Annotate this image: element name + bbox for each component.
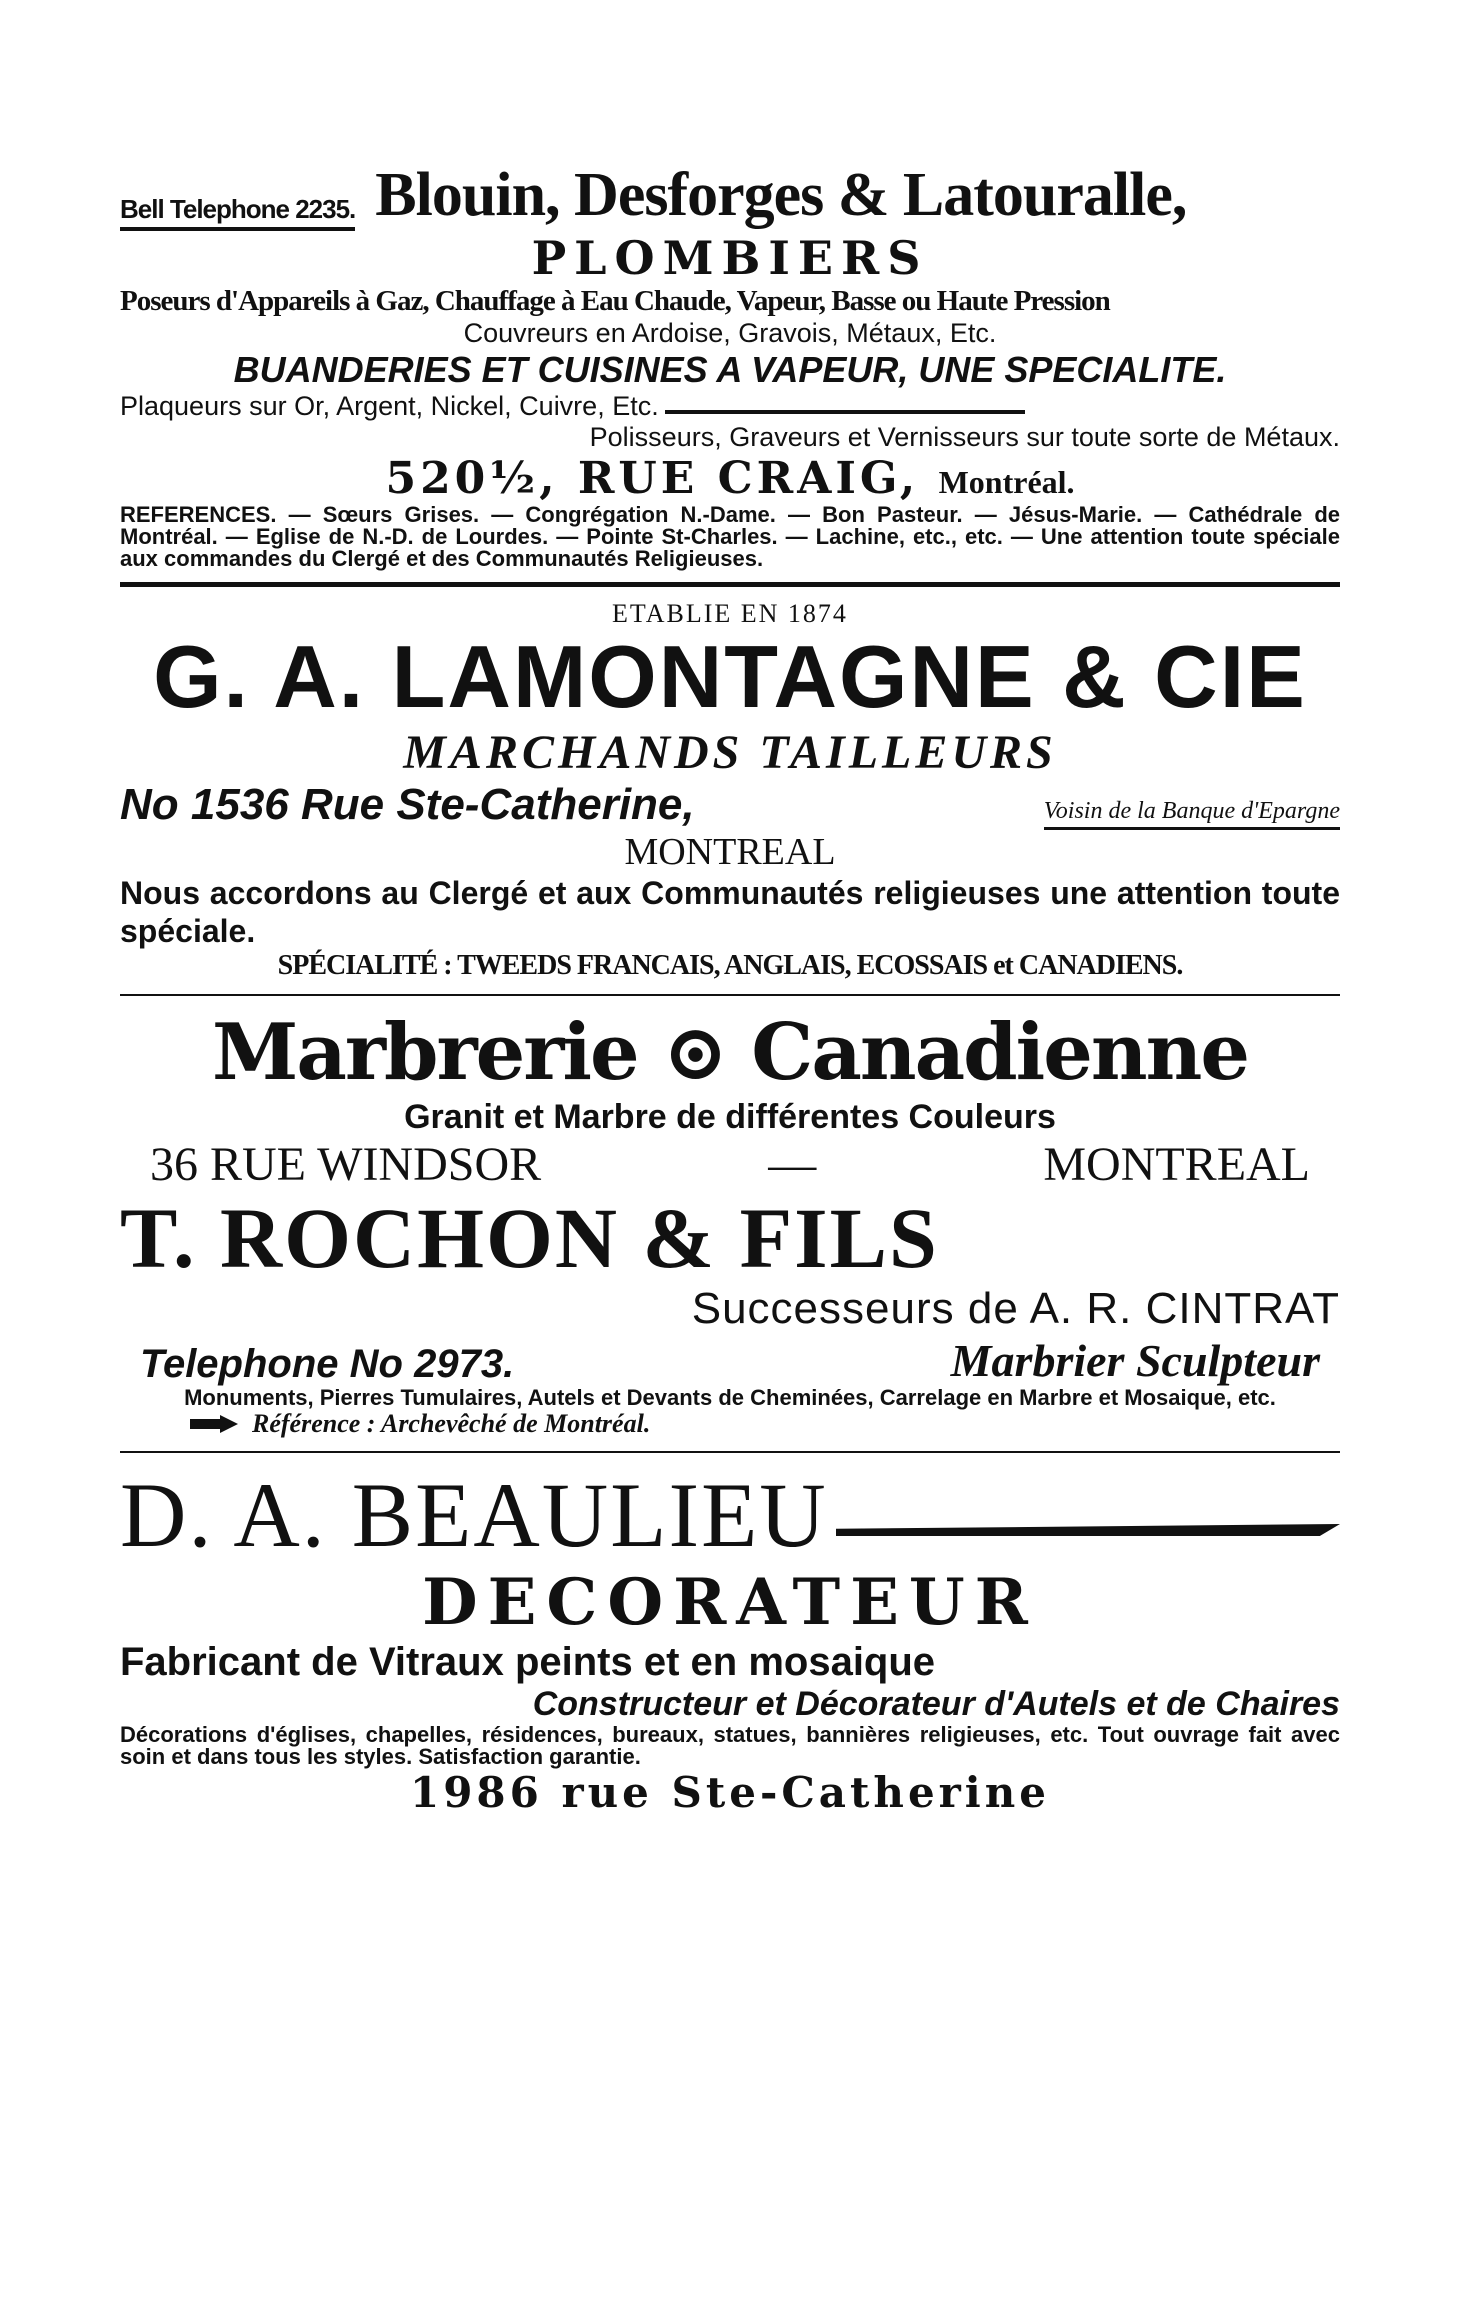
ad-lamontagne [120, 599, 1340, 982]
ad3-reference-text: Référence : Archevêché de Montréal. [252, 1409, 651, 1438]
ad3-city: MONTREAL [1043, 1138, 1310, 1191]
ad4-trade: DECORATEUR [422, 1565, 1038, 1640]
ad3-business-name: Marbrerie ⊙ Canadienne [212, 1007, 1248, 1098]
ad3-address-row [120, 1137, 1340, 1192]
ad1-line4-rule [665, 410, 1025, 414]
divider [120, 1451, 1340, 1453]
pointing-hand-icon [190, 1415, 238, 1433]
ad3-dash: — [768, 1138, 817, 1191]
ad2-firm-name: G. A. LAMONTAGNE & CIE [153, 627, 1307, 726]
ad1-street: 520½, RUE CRAIG, [385, 453, 920, 504]
ad4-address: 1986 rue Ste-Catherine [409, 1768, 1051, 1817]
ad2-address-row [120, 780, 1340, 830]
ad1-header [120, 160, 1340, 231]
ad4-line2: Constructeur et Décorateur d'Autels et de Chaires [532, 1685, 1340, 1723]
ad3-subtitle: Granit et Marbre de différentes Couleurs [404, 1098, 1056, 1136]
ad1-line1: Poseurs d'Appareils à Gaz, Chauffage à Eau Chaude, Vapeur, Basse ou Haute Pression [120, 285, 1110, 317]
divider [120, 582, 1340, 587]
ad1-address [120, 453, 1340, 504]
ad1-city: Montréal. [938, 464, 1075, 500]
ad-blouin-desforges [120, 160, 1340, 570]
ad4-line3: Décorations d'églises, chapelles, résidences, bureaux, statues, bannières religieuses, etc. Tout ouvrage fait avec soin et dans tous les styles. Satisfaction garantie. [120, 1722, 1340, 1769]
ad1-trade: PLOMBIERS [531, 231, 929, 285]
ad1-references: REFERENCES. — Sœurs Grises. — Congrégation N.-Dame. — Bon Pasteur. — Jésus-Marie. — Cathédrale de Montréal. — Eglise de N.-D. de Lourdes. — Pointe St-Charles. — Lachine, etc., etc. — Une attention toute spéciale aux commandes du Clergé et des Communautés Religieuses. [120, 502, 1340, 571]
advertisement-page [120, 120, 1340, 1817]
ad1-line2: Couvreurs en Ardoise, Gravois, Métaux, Etc. [463, 318, 997, 348]
ad-marbrerie [120, 1008, 1340, 1439]
ad3-trade: Marbrier Sculpteur [950, 1335, 1320, 1386]
ad3-firm-name: T. ROCHON & FILS [120, 1190, 939, 1286]
ad4-decorative-rule [836, 1524, 1340, 1536]
ad3-reference [120, 1409, 1340, 1439]
ad4-line1: Fabricant de Vitraux peints et en mosaique [120, 1640, 936, 1684]
ad2-established: ETABLIE EN 1874 [612, 599, 848, 628]
ad3-street: 36 RUE WINDSOR [150, 1138, 542, 1191]
ad1-firm-name: Blouin, Desforges & Latouralle, [375, 161, 1187, 229]
ad1-line5: Polisseurs, Graveurs et Vernisseurs sur toute sorte de Métaux. [589, 422, 1340, 452]
ad2-address-note: Voisin de la Banque d'Epargne [1044, 798, 1340, 830]
ad2-specialty: SPÉCIALITÉ : TWEEDS FRANCAIS, ANGLAIS, ECOSSAIS et CANADIENS. [277, 950, 1183, 981]
ad-beaulieu [120, 1465, 1340, 1817]
ad1-line4-text: Plaqueurs sur Or, Argent, Nickel, Cuivre, Etc. [120, 391, 659, 421]
ad3-successors: Successeurs de A. R. CINTRAT [691, 1284, 1340, 1333]
ad3-contact-row [120, 1334, 1340, 1387]
ad2-address: No 1536 Rue Ste-Catherine, [120, 780, 695, 829]
ad1-telephone: Bell Telephone 2235. [120, 194, 355, 231]
ad4-header [120, 1465, 1340, 1565]
ad2-text: Nous accordons au Clergé et aux Communautés religieuses une attention toute spéciale. [120, 875, 1340, 949]
ad3-description: Monuments, Pierres Tumulaires, Autels et Devants de Cheminées, Carrelage en Marbre et Mosaique, etc. [184, 1385, 1276, 1410]
ad1-line3: BUANDERIES ET CUISINES A VAPEUR, UNE SPECIALITE. [233, 349, 1227, 390]
divider [120, 994, 1340, 996]
ad4-name: D. A. BEAULIEU [120, 1464, 828, 1566]
ad2-city: MONTREAL [624, 831, 836, 873]
ad3-telephone: Telephone No 2973. [140, 1342, 515, 1386]
ad1-line4 [120, 391, 1340, 422]
ad2-trade: MARCHANDS TAILLEURS [403, 726, 1057, 779]
